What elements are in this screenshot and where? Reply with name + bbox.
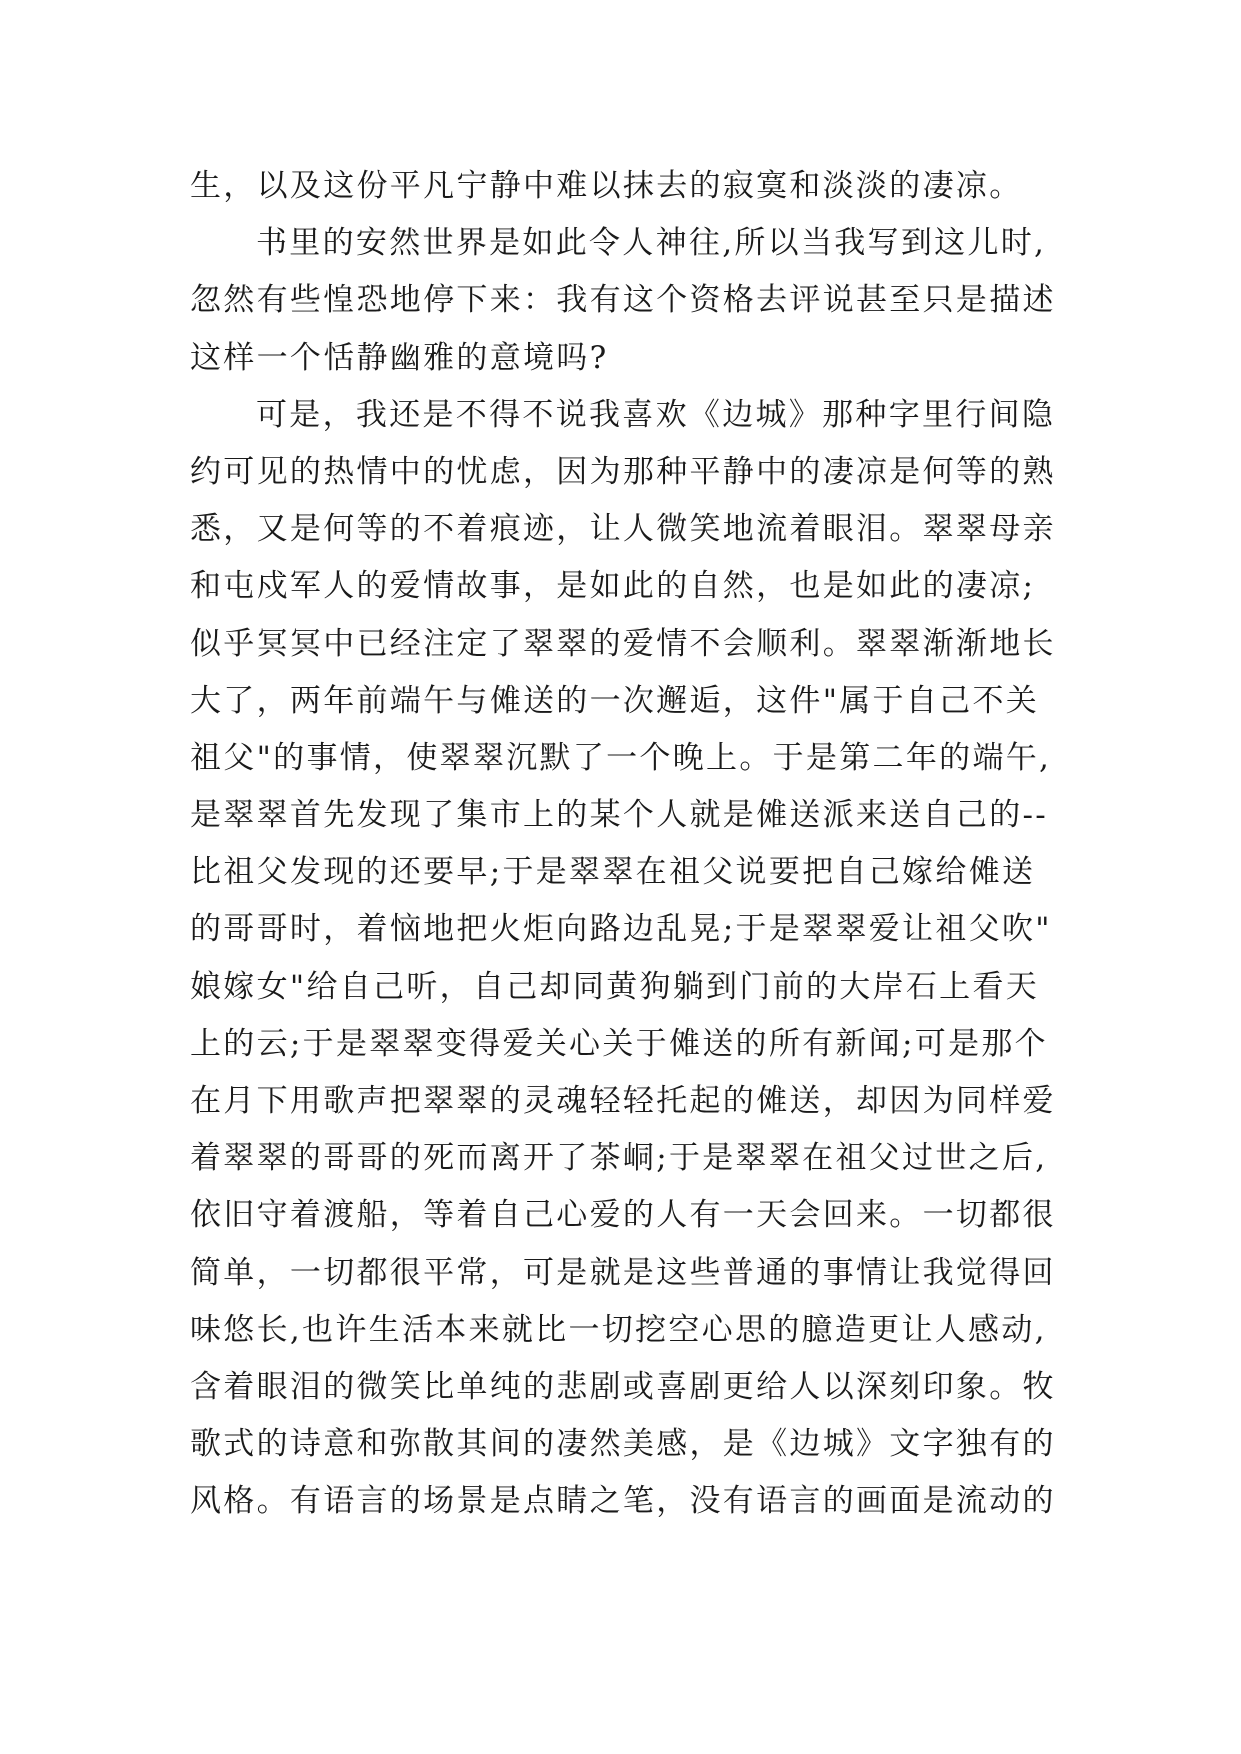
- text-line: 简单，一切都很平常，可是就是这些普通的事情让我觉得回: [190, 1254, 1056, 1291]
- text-line: 味悠长,也许生活本来就比一切挖空心思的臆造更让人感动,: [190, 1311, 1047, 1348]
- text-line: 祖父"的事情，使翠翠沉默了一个晚上。于是第二年的端午,: [190, 739, 1052, 776]
- text-line: 歌式的诗意和弥散其间的凄然美感，是《边城》文字独有的: [190, 1426, 1056, 1463]
- text-line: 生，以及这份平凡宁静中难以抹去的寂寞和淡淡的凄凉。: [190, 168, 1023, 204]
- body-text: [190, 158, 1080, 1531]
- text-line: 这样一个恬静幽雅的意境吗?: [190, 339, 609, 376]
- text-line: 约可见的热情中的忧虑，因为那种平静中的凄凉是何等的熟: [190, 453, 1056, 490]
- text-line: 忽然有些惶恐地停下来：我有这个资格去评说甚至只是描述: [190, 282, 1056, 319]
- text-line: 着翠翠的哥哥的死而离开了茶峒;于是翠翠在祖父过世之后,: [190, 1140, 1048, 1177]
- text-line: 娘嫁女"给自己听，自己却同黄狗躺到门前的大岸石上看天: [190, 968, 1040, 1005]
- text-line: 悉，又是何等的不着痕迹，让人微笑地流着眼泪。翠翠母亲: [190, 511, 1056, 548]
- text-line: 比祖父发现的还要早;于是翠翠在祖父说要把自己嫁给傩送: [190, 854, 1036, 891]
- text-line: 是翠翠首先发现了集市上的某个人就是傩送派来送自己的--: [190, 797, 1049, 834]
- text-line: 上的云;于是翠翠变得爱关心关于傩送的所有新闻;可是那个: [190, 1025, 1048, 1062]
- text-line: 和屯戍军人的爱情故事，是如此的自然，也是如此的凄凉;: [190, 568, 1036, 605]
- text-line: 含着眼泪的微笑比单纯的悲剧或喜剧更给人以深刻印象。牧: [190, 1368, 1056, 1405]
- text-line: 在月下用歌声把翠翠的灵魂轻轻托起的傩送，却因为同样爱: [190, 1083, 1056, 1119]
- text-line: 的哥哥时，着恼地把火炬向路边乱晃;于是翠翠爱让祖父吹": [190, 911, 1052, 948]
- text-line: 风格。有语言的场景是点睛之笔，没有语言的画面是流动的: [190, 1483, 1056, 1520]
- text-line: 可是，我还是不得不说我喜欢《边城》那种字里行间隐: [256, 396, 1056, 433]
- text-line: 大了，两年前端午与傩送的一次邂逅，这件"属于自己不关: [190, 682, 1040, 719]
- text-line: 依旧守着渡船，等着自己心爱的人有一天会回来。一切都很: [190, 1197, 1056, 1234]
- text-line: 似乎冥冥中已经注定了翠翠的爱情不会顺利。翠翠渐渐地长: [190, 625, 1056, 662]
- text-line: 书里的安然世界是如此令人神往,所以当我写到这儿时,: [256, 225, 1047, 262]
